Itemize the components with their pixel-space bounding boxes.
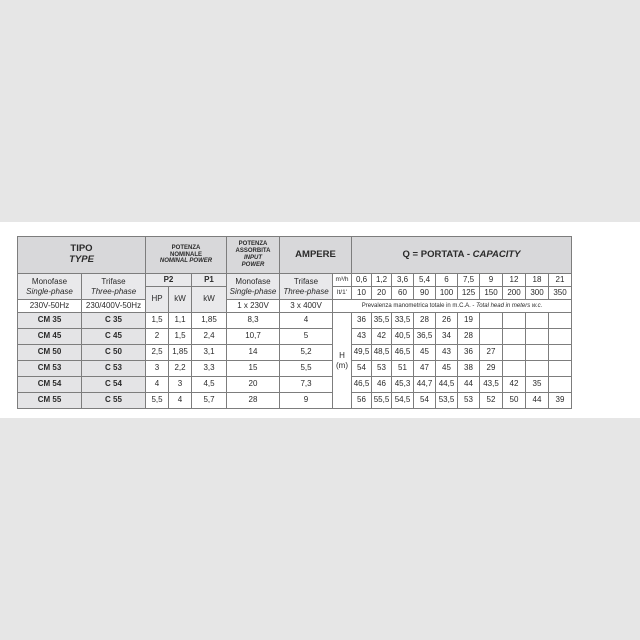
table-row [18,313,572,329]
head-value: 45 [414,345,436,361]
three-phase-label: Three-phase [90,286,137,296]
m3h-unit: m³/h [333,274,352,287]
table-row [18,377,572,393]
total-head-note [333,300,572,313]
flow-m3h-cell: 5,4 [414,274,436,287]
amp-tri-value: 5 [280,329,333,345]
kw-value: 1,5 [169,329,192,345]
lt-unit: lt/1' [333,287,352,300]
flow-m3h-cell: 18 [526,274,549,287]
head-value [549,329,572,345]
amp-mono-value: 8,3 [227,313,280,329]
amp-tri-value: 4 [280,313,333,329]
head-value: 54 [414,393,436,409]
trifase-header [82,274,146,300]
input-power-line1: INPUT [244,255,262,261]
model-mono: CM 35 [18,313,82,329]
table-row [18,393,572,409]
head-value: 27 [480,345,503,361]
head-value: 44,7 [414,377,436,393]
flow-m3h-cell: 6 [436,274,458,287]
head-value: 45,3 [392,377,414,393]
head-value: 54 [352,361,372,377]
head-value: 42 [372,329,392,345]
head-value [526,329,549,345]
head-value [549,377,572,393]
flow-m3h-cell: 7,5 [458,274,480,287]
head-value: 35 [526,377,549,393]
kw-value: 4 [169,393,192,409]
flow-lt-cell: 90 [414,287,436,300]
table-row [18,329,572,345]
head-value: 43 [436,345,458,361]
model-tri: C 55 [82,393,146,409]
kw-value: 2,2 [169,361,192,377]
hp-value: 2 [146,329,169,345]
amp-mono-value: 28 [227,393,280,409]
amp-trifase-label: Trifase [293,277,319,287]
head-value: 50 [503,393,526,409]
p2-header: P2 [146,274,192,287]
p1-value: 5,7 [192,393,227,409]
flow-m3h-cell: 3,6 [392,274,414,287]
head-value: 28 [458,329,480,345]
kw-p1-header: kW [192,287,227,313]
potenza-assorbita-line1: POTENZA [238,241,268,248]
head-value [503,313,526,329]
head-value: 53 [458,393,480,409]
head-value: 42 [503,377,526,393]
flow-lt-cell: 150 [480,287,503,300]
p1-value: 3,1 [192,345,227,361]
flow-lt-cell: 20 [372,287,392,300]
q-portata-label: Q = PORTATA - [402,249,470,261]
p1-value: 1,85 [192,313,227,329]
hp-value: 1,5 [146,313,169,329]
model-mono: CM 45 [18,329,82,345]
model-tri: C 35 [82,313,146,329]
flow-lt-cell: 60 [392,287,414,300]
hp-value: 3 [146,361,169,377]
volt-tri: 230/400V-50Hz [82,300,146,313]
model-mono: CM 54 [18,377,82,393]
h-label: H [339,351,345,361]
trifase-label: Trifase [101,277,126,287]
head-value: 53 [372,361,392,377]
amp-tri-value: 5,5 [280,361,333,377]
model-tri: C 45 [82,329,146,345]
head-value: 51 [392,361,414,377]
head-value: 47 [414,361,436,377]
potenza-nominale-line2: NOMINALE [170,251,202,258]
amp-trifase-header [280,274,333,300]
kw-value: 1,85 [169,345,192,361]
amp-tri-value: 5,2 [280,345,333,361]
head-value: 33,5 [392,313,414,329]
total-head-note-en: Total head in meters w.c. [476,302,543,309]
flow-m3h-cell: 0,6 [352,274,372,287]
flow-lt-cell: 200 [503,287,526,300]
head-value: 36 [352,313,372,329]
input-power-header [227,237,280,274]
head-value: 43 [352,329,372,345]
amp-volt-tri: 3 x 400V [280,300,333,313]
head-value: 46,5 [352,377,372,393]
monofase-header [18,274,82,300]
hp-header: HP [146,287,169,313]
amp-mono-value: 20 [227,377,280,393]
hp-value: 2,5 [146,345,169,361]
flow-m3h-cell: 21 [549,274,572,287]
head-value: 36,5 [414,329,436,345]
prevalenza-note: Prevalenza manometrica totale in m.C.A. - [361,302,475,309]
flow-lt-cell: 10 [352,287,372,300]
amp-tri-value: 9 [280,393,333,409]
head-value: 19 [458,313,480,329]
flow-lt-cell: 100 [436,287,458,300]
flow-m3h-cell: 1,2 [372,274,392,287]
amp-single-phase-label: Single-phase [229,286,277,296]
amp-mono-value: 10,7 [227,329,280,345]
type-label: TYPE [69,254,94,265]
head-value: 44 [526,393,549,409]
flow-lt-cell: 125 [458,287,480,300]
head-value: 26 [436,313,458,329]
model-tri: C 50 [82,345,146,361]
head-value [549,361,572,377]
model-tri: C 53 [82,361,146,377]
model-mono: CM 50 [18,345,82,361]
amp-mono-value: 15 [227,361,280,377]
head-value: 28 [414,313,436,329]
head-value: 35,5 [372,313,392,329]
kw-value: 1,1 [169,313,192,329]
flow-lt-cell: 350 [549,287,572,300]
head-value: 46 [372,377,392,393]
head-value [526,361,549,377]
head-value: 44 [458,377,480,393]
head-value: 39 [549,393,572,409]
head-value [480,329,503,345]
amp-volt-mono: 1 x 230V [227,300,280,313]
head-value: 56 [352,393,372,409]
model-mono: CM 55 [18,393,82,409]
tipo-header [18,237,146,274]
flow-lt-cell: 300 [526,287,549,300]
kw-value: 3 [169,377,192,393]
single-phase-label: Single-phase [26,286,73,296]
amp-monofase-label: Monofase [235,277,271,287]
model-tri: C 54 [82,377,146,393]
kw-header: kW [169,287,192,313]
ampere-header: AMPERE [280,237,352,274]
h-unit: (m) [336,360,348,370]
amp-mono-value: 14 [227,345,280,361]
head-value: 53,5 [436,393,458,409]
head-value: 52 [480,393,503,409]
head-value: 48,5 [372,345,392,361]
amp-monofase-header [227,274,280,300]
head-value: 55,5 [372,393,392,409]
head-value: 36 [458,345,480,361]
input-power-line2: POWER [241,261,265,268]
table-row [18,361,572,377]
head-axis-label [333,313,352,409]
potenza-nominale-line1: POTENZA [171,244,201,251]
hp-value: 4 [146,377,169,393]
flow-m3h-cell: 12 [503,274,526,287]
head-value: 43,5 [480,377,503,393]
amp-tri-value: 7,3 [280,377,333,393]
head-value [526,345,549,361]
p1-value: 3,3 [192,361,227,377]
monofase-label: Monofase [31,277,68,287]
model-mono: CM 53 [18,361,82,377]
capacity-label: CAPACITY [472,249,521,261]
head-value [526,313,549,329]
p1-header: P1 [192,274,227,287]
nominal-power-label: NOMINAL POWER [159,258,213,265]
head-value: 44,5 [436,377,458,393]
flow-m3h-cell: 9 [480,274,503,287]
head-value: 46,5 [392,345,414,361]
capacity-header [352,237,572,274]
head-value [549,345,572,361]
head-value: 38 [458,361,480,377]
amp-three-phase-label: Three-phase [283,286,329,296]
head-value [503,345,526,361]
head-value [480,313,503,329]
head-value [503,329,526,345]
potenza-assorbita-line2: ASSORBITA [235,248,271,255]
pump-spec-table [17,236,572,409]
head-value: 45 [436,361,458,377]
head-value: 40,5 [392,329,414,345]
p1-value: 2,4 [192,329,227,345]
head-value: 49,5 [352,345,372,361]
table-row [18,345,572,361]
head-value [549,313,572,329]
head-value: 29 [480,361,503,377]
tipo-label: TIPO [70,243,93,255]
p1-value: 4,5 [192,377,227,393]
head-value: 54,5 [392,393,414,409]
nominal-power-header [146,237,227,274]
head-value: 34 [436,329,458,345]
hp-value: 5,5 [146,393,169,409]
volt-mono: 230V-50Hz [18,300,82,313]
head-value [503,361,526,377]
